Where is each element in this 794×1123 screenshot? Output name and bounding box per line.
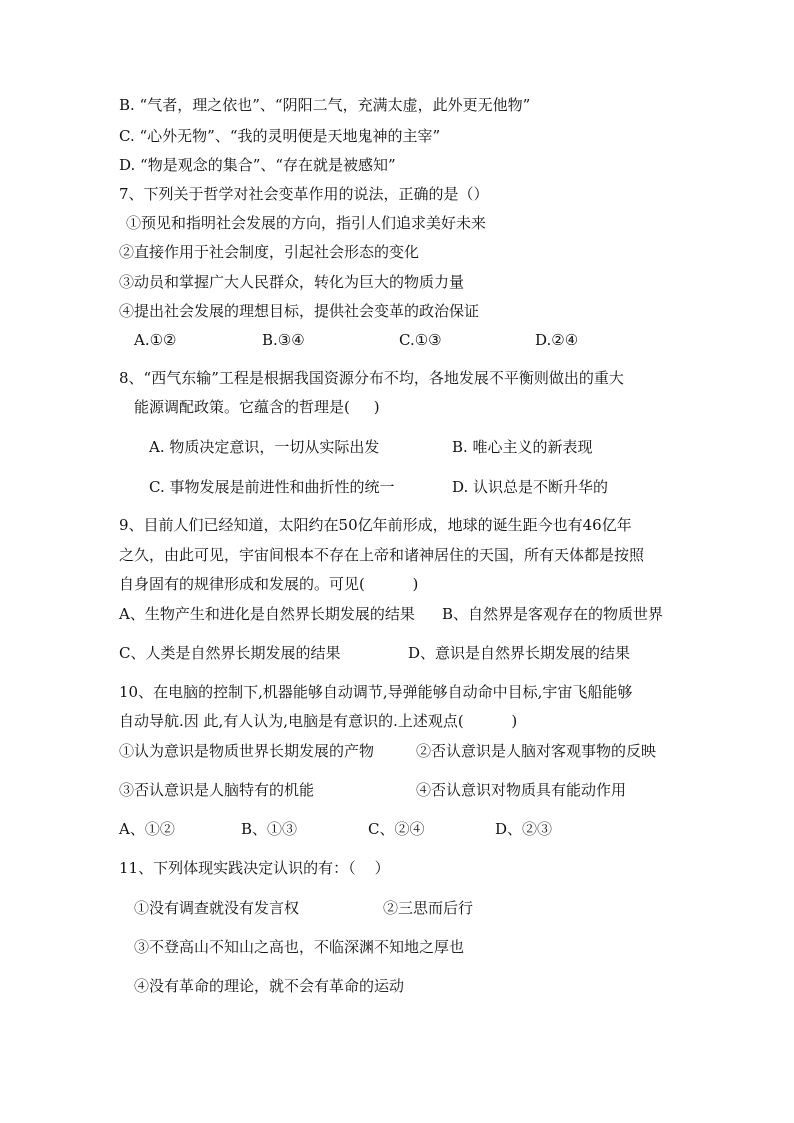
q11-stem: 11、下列体现实践决定认识的有：（ ） (119, 859, 390, 877)
q9-stem-line-1: 9、目前人们已经知道，太阳约在50亿年前形成，地球的诞生距今也有46亿年 (119, 516, 632, 534)
q9-option-b: B、自然界是客观存在的物质世界 (442, 605, 664, 623)
q6-option-c: C. “心外无物”、“我的灵明便是天地鬼神的主宰” (119, 127, 441, 145)
q10-statement-4: ④否认意识对物质具有能动作用 (416, 781, 627, 799)
q10-option-b: B、①③ (241, 820, 298, 838)
q11-statement-3: ③不登高山不知山之高也，不临深渊不知地之厚也 (134, 938, 465, 956)
q7-statement-4: ④提出社会发展的理想目标，提供社会变革的政治保证 (119, 302, 480, 320)
q10-stem-line-1: 10、在电脑的控制下,机器能够自动调节,导弹能够自动命中目标,宇宙飞船能够 (119, 683, 633, 701)
q7-statement-3: ③动员和掌握广大人民群众，转化为巨大的物质力量 (119, 273, 465, 291)
q9-option-c: C、人类是自然界长期发展的结果 (119, 644, 341, 662)
q8-option-b: B. 唯心主义的新表现 (452, 438, 593, 456)
q10-option-d: D、②③ (495, 820, 553, 838)
q7-option-b: B.③④ (262, 331, 305, 349)
q10-statement-2: ②否认意识是人脑对客观事物的反映 (416, 742, 657, 760)
q9-option-a: A、生物产生和进化是自然界长期发展的结果 (119, 605, 415, 623)
q10-option-c: C、②④ (368, 820, 425, 838)
q8-stem-line-2: 能源调配政策。它蕴含的哲理是( ) (134, 398, 380, 416)
q9-stem-line-2: 之久，由此可见，宇宙间根本不存在上帝和诸神居住的天国，所有天体都是按照 (119, 546, 645, 564)
q6-option-d: D. “物是观念的集合”、“存在就是被感知” (119, 156, 396, 174)
q7-option-a: A.①② (134, 331, 177, 349)
q7-statement-2: ②直接作用于社会制度，引起社会形态的变化 (119, 243, 420, 261)
q8-option-c: C. 事物发展是前进性和曲折性的统一 (149, 478, 395, 496)
q10-statement-3: ③否认意识是人脑特有的机能 (119, 781, 315, 799)
q7-option-c: C.①③ (399, 331, 442, 349)
q8-option-a: A. 物质决定意识，一切从实际出发 (149, 438, 380, 456)
q6-option-b: B. “气者，理之依也”、“阴阳二气，充满太虚，此外更无他物” (119, 96, 531, 114)
q9-stem-line-3: 自身固有的规律形成和发展的。可见( ) (119, 575, 419, 593)
q7-option-d: D.②④ (535, 331, 579, 349)
q7-statement-1: ①预见和指明社会发展的方向，指引人们追求美好未来 (126, 214, 487, 232)
q8-stem-line-1: 8、“西气东输”工程是根据我国资源分布不均，各地发展不平衡则做出的重大 (119, 369, 624, 387)
q11-statement-1: ①没有调查就没有发言权 (134, 899, 300, 917)
q11-statement-4: ④没有革命的理论，就不会有革命的运动 (134, 977, 405, 995)
q11-statement-2: ②三思而后行 (383, 899, 474, 917)
q7-stem: 7、下列关于哲学对社会变革作用的说法，正确的是（） (119, 185, 489, 203)
q9-option-d: D、意识是自然界长期发展的结果 (408, 644, 631, 662)
q10-option-a: A、①② (119, 820, 175, 838)
q10-stem-line-2: 自动导航.因 此,有人认为,电脑是有意识的.上述观点( ) (119, 712, 518, 730)
q10-statement-1: ①认为意识是物质世界长期发展的产物 (119, 742, 375, 760)
q8-option-d: D. 认识总是不断升华的 (452, 478, 609, 496)
